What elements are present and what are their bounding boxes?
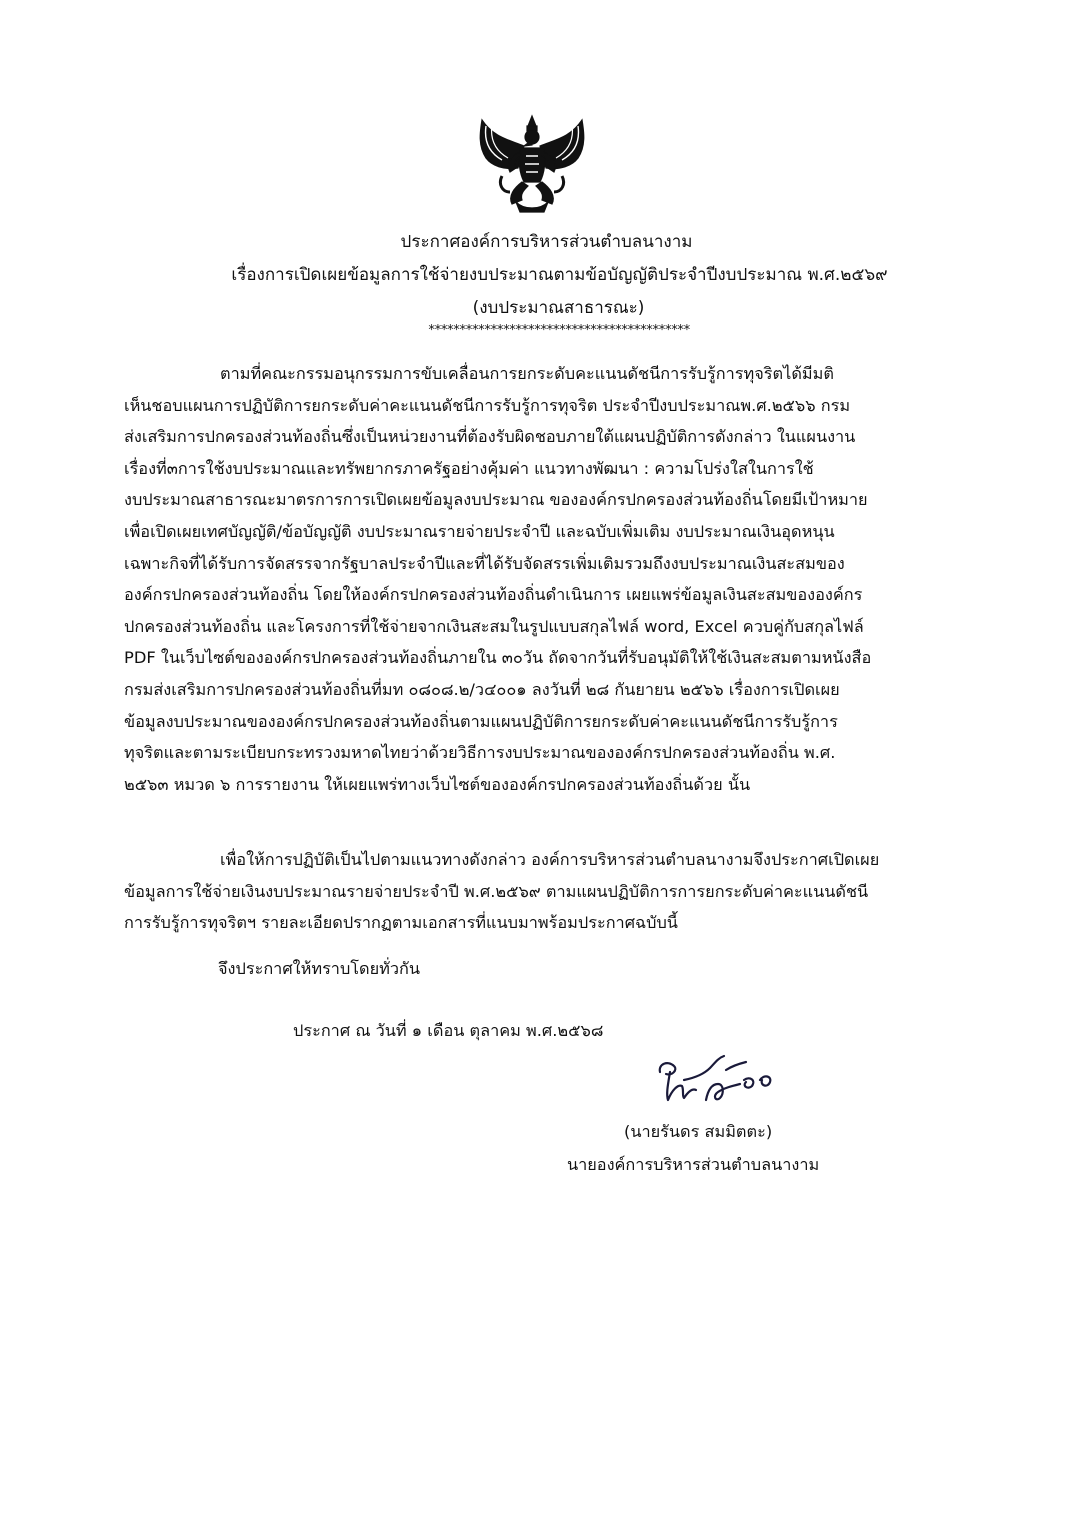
announcement-subtitle: (งบประมาณสาธารณะ) [472, 298, 645, 318]
paragraph-line: ตามที่คณะกรรมอนุกรรมการขับเคลื่อนการยกระดับคะแนนดัชนีการรับรู้การทุจริตได้มีมติ [220, 364, 834, 383]
paragraph-line: เฉพาะกิจที่ได้รับการจัดสรรจากรัฐบาลประจำปีและที่ได้รับจัดสรรเพิ่มเติมรวมถึงงบประมาณเงินสะสมของ [124, 553, 845, 573]
paragraph-line: ส่งเสริมการปกครองส่วนท้องถิ่นซึ่งเป็นหน่วยงานที่ต้องรับผิดชอบภายใต้แผนปฏิบัติการดังกล่าว ในแผนงาน [124, 427, 856, 447]
signer-title: นายองค์การบริหารส่วนตำบลนางาม [567, 1155, 820, 1174]
signer-name: (นายรันดร สมมิตตะ) [624, 1122, 773, 1141]
garuda-emblem-icon [472, 112, 592, 216]
paragraph-line: กรมส่งเสริมการปกครองส่วนท้องถิ่นที่มท ๐๘๐๘.๒/ว๔๐๐๑ ลงวันที่ ๒๘ กันยายน ๒๕๖๖ เรื่องการเปิดเผย [124, 679, 840, 699]
paragraph-line: ข้อมูลงบประมาณขององค์กรปกครองส่วนท้องถิ่นตามแผนปฏิบัติการยกระดับค่าคะแนนดัชนีการรับรู้การ [124, 711, 838, 731]
paragraph-line: เห็นชอบแผนการปฏิบัติการยกระดับค่าคะแนนดัชนีการรับรู้การทุจริต ประจำปีงบประมาณพ.ศ.๒๕๖๖ กรม [124, 395, 851, 415]
paragraph-line: เพื่อเปิดเผยเทศบัญญัติ/ข้อบัญญัติ งบประมาณรายจ่ายประจำปี และฉบับเพิ่มเติม งบประมาณเงินอุดหนุน [124, 521, 835, 541]
paragraph-line: การรับรู้การทุจริตฯ รายละเอียดปรากฏตามเอกสารที่แนบมาพร้อมประกาศฉบับนี้ [124, 913, 678, 933]
announcement-subject: เรื่องการเปิดเผยข้อมูลการใช้จ่ายงบประมาณตามข้อบัญญัติประจำปีงบประมาณ พ.ศ.๒๕๖๙ [231, 265, 888, 285]
paragraph-line: PDF ในเว็บไซต์ขององค์กรปกครองส่วนท้องถิ่นภายใน ๓๐วัน ถัดจากวันที่รับอนุมัติให้ใช้เงินสะสมตามหนังสือ [124, 648, 872, 668]
announcement-closing: จึงประกาศให้ทราบโดยทั่วกัน [218, 959, 421, 978]
paragraph-line: เรื่องที่๓การใช้งบประมาณและทรัพยากรภาครัฐอย่างคุ้มค่า แนวทางพัฒนา : ความโปร่งใสในการใช้ [124, 458, 814, 478]
announcement-date: ประกาศ ณ วันที่ ๑ เดือน ตุลาคม พ.ศ.๒๕๖๘ [293, 1021, 604, 1040]
handwritten-signature [654, 1050, 784, 1112]
paragraph-line: ทุจริตและตามระเบียบกระทรวงมหาดไทยว่าด้วยวิธีการงบประมาณขององค์กรปกครองส่วนท้องถิ่น พ.ศ. [124, 743, 836, 763]
paragraph-line: ปกครองส่วนท้องถิ่น และโครงการที่ใช้จ่ายจากเงินสะสมในรูปแบบสกุลไฟล์ word, Excel ควบคู่กับสกุลไฟล์ [124, 616, 864, 636]
announcement-issuer: ประกาศองค์การบริหารส่วนตำบลนางาม [400, 232, 693, 252]
paragraph-line: ข้อมูลการใช้จ่ายเงินงบประมาณรายจ่ายประจำปี พ.ศ.๒๕๖๙ ตามแผนปฏิบัติการการยกระดับค่าคะแนนดัชนี [124, 881, 869, 901]
paragraph-line: องค์กรปกครองส่วนท้องถิ่น โดยให้องค์กรปกครองส่วนท้องถิ่นดำเนินการ เผยแพร่ข้อมูลเงินสะสมขององค์กร [124, 585, 863, 605]
paragraph-line: เพื่อให้การปฏิบัติเป็นไปตามแนวทางดังกล่าว องค์การบริหารส่วนตำบลนางามจึงประกาศเปิดเผย [220, 850, 880, 869]
header-separator: ****************************************** [427, 323, 690, 338]
paragraph-line: ๒๕๖๓ หมวด ๖ การรายงาน ให้เผยแพร่ทางเว็บไซต์ขององค์กรปกครองส่วนท้องถิ่นด้วย นั้น [124, 774, 751, 794]
body-paragraph-2 [124, 844, 954, 939]
paragraph-line: งบประมาณสาธารณะมาตรการการเปิดเผยข้อมูลงบประมาณ ขององค์กรปกครองส่วนท้องถิ่นโดยมีเป้าหมาย [124, 490, 868, 510]
body-paragraph-1 [124, 358, 954, 800]
